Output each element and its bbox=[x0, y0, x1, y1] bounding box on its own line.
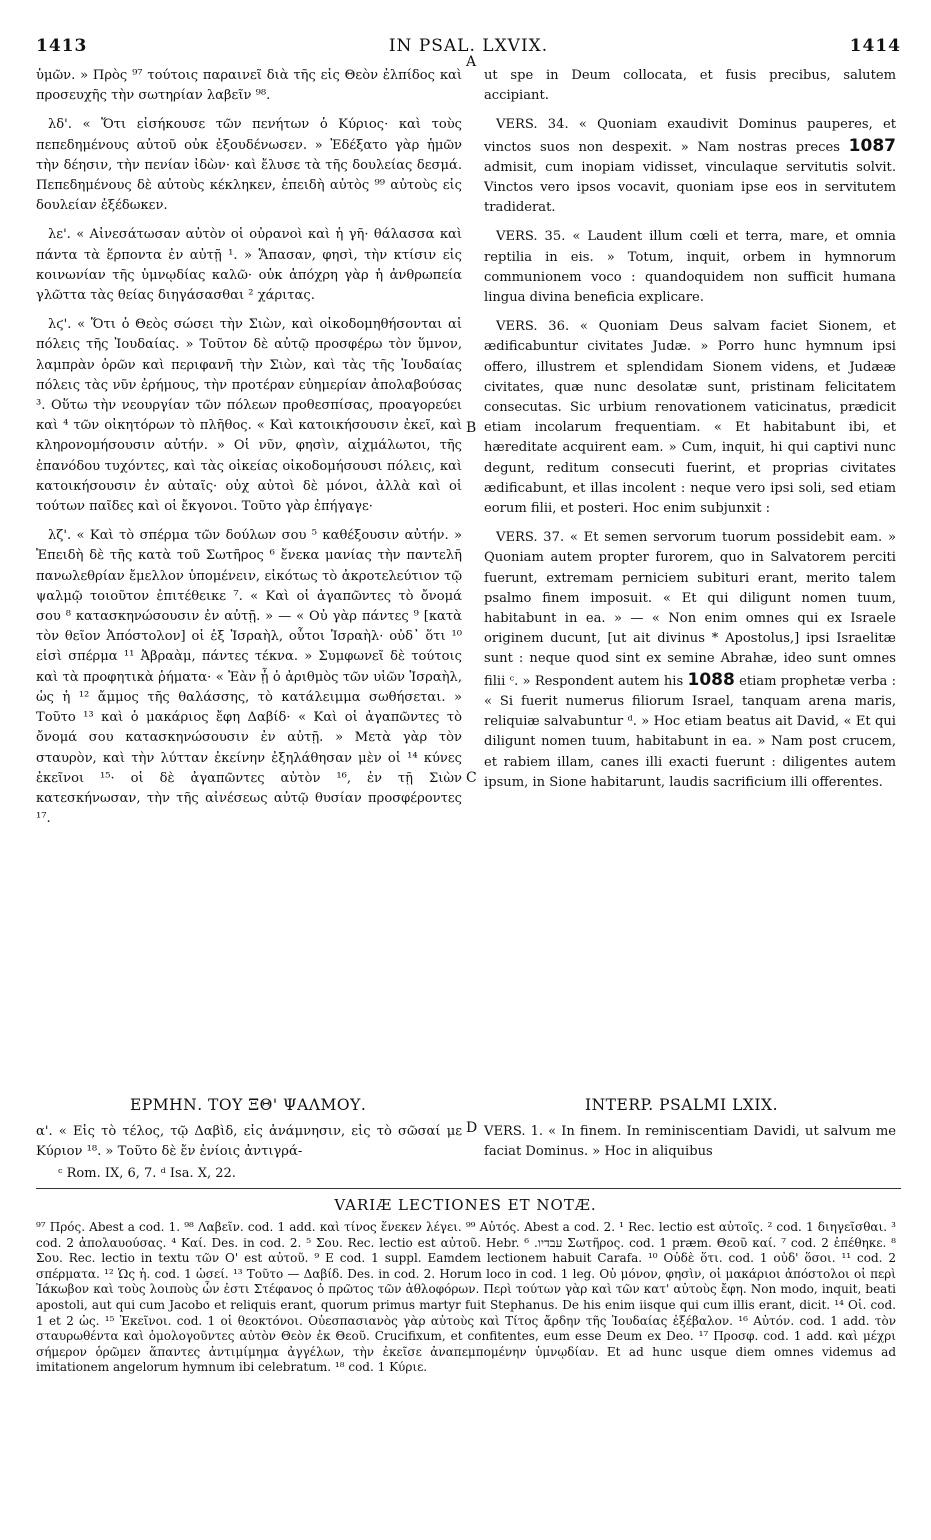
latin-verse-1: VERS. 1. « In finem. In reminiscentiam Davidi, ut salvum me faciat Dominus. » Hoc in aliquibus bbox=[484, 1124, 896, 1160]
column-number: 1088 bbox=[687, 669, 735, 690]
column-number: 1087 bbox=[848, 135, 896, 156]
latin-paragraph: VERS. 34. « Quoniam exaudivit Dominus pauperes, et vinctos suos non despexit. » Nam nostras preces 1087 admisit, cum inopiam vidisset, vinculaque servitutis solvit. Vinctos vero ipsos vocavit, quoniam ipse eos in servitutem tradiderat. bbox=[484, 117, 896, 216]
margin-mark-a: A bbox=[466, 54, 477, 70]
margin-mark-d: D bbox=[466, 1120, 478, 1136]
latin-section-heading: INTERP. PSALMI LXIX. bbox=[585, 1096, 779, 1114]
footnote-divider bbox=[36, 1188, 901, 1189]
greek-verse-1: α'. « Εἰς τὸ τέλος, τῷ Δαβὶδ, εἰς ἀνάμνησιν, εἰς τὸ σῶσαί με Κύριον ¹⁸. » Τοῦτο δὲ ἔν ἐνίοις ἀντιγρά- bbox=[36, 1124, 462, 1160]
greek-paragraph: λϛ'. « Ὅτι ὁ Θεὸς σώσει τὴν Σιὼν, καὶ οἰκοδομηθήσονται αἱ πόλεις τῆς Ἰουδαίας. » Τοῦτον δὲ αὐτῷ προσφέρω τὸν ὕμνον, λαμπρὰν ὁρῶν καὶ περιφανῆ τὴν Σιὼν, καὶ τὰς τῆς Ἰουδαίας πόλεις τὰς νῦν ἐρήμους, τὴν προτέραν εὐημερίαν ἀπολαβούσας ³. Οὕτω τὴν νεουργίαν τῶν πόλεων προθεσπίσας, προαγορεύει καὶ ⁴ τῶν οἰκητόρων τὸ πλῆθος. « Καὶ κατοικήσουσιν ἐκεῖ, καὶ κληρονομήσουσιν αὐτήν. » Οἱ νῦν, φησὶν, αἰχμάλωτοι, τῆς ἐπανόδου τυχόντες, καὶ τὰς οἰκείας οἰκοδομήσουσι πόλεις, καὶ κατοικήσουσιν ἐν αὐταῖς· οὐχ αὐτοὶ δὲ μόνοι, ἀλλὰ καὶ οἱ τούτων παῖδες καὶ οἱ ἔκγονοι. Τοῦτο γὰρ ἐπήγαγε· bbox=[36, 317, 462, 515]
latin-paragraph: VERS. 37. « Et semen servorum tuorum possidebit eam. » Quoniam autem propter furorem, quo in Salvatorem perciti fuerunt, extremam perniciem subituri erant, merito talem psalmo finem imposuit. « Et qui diligunt nomen tuum, habitabunt in ea. » — « Non enim omnes qui ex Israele originem ducunt, [ut ait divinus * Apostolus,] ipsi Israelitæ sunt : neque quod sint ex semine Abrahæ, ideo sunt omnes filii ᶜ. » Respondent autem his 1088 etiam prophetæ verba : « Si fuerit numerus filiorum Israel, tanquam arena maris, reliquiæ salvabuntur ᵈ. » Hoc etiam beatus ait David, « Et qui diligunt nomen tuum, habitabunt in ea. » Nam post crucem, et rabiem illam, canes illi exacti fuerunt : diligentes autem ipsum, in Sione habitarunt, laudis sacrificium illi offerentes. bbox=[484, 530, 896, 790]
greek-paragraph: λζ'. « Καὶ τὸ σπέρμα τῶν δούλων σου ⁵ καθέξουσιν αὐτήν. » Ἐπειδὴ δὲ τῆς κατὰ τοῦ Σωτῆρος ⁶ ἔνεκα μανίας τὴν παντελῆ πανωλεθρίαν ἔμελλον ὑπομένειν, εἰκότως τὸ ἀκροτελεύτιον τῷ ψαλμῷ τοιοῦτον ἐπιτέθεικε ⁷. « Καὶ οἱ ἀγαπῶντες τὸ ὄνομά σου ⁸ κατασκηνώσουσιν ἐν αὐτῇ. » — « Οὐ γὰρ πάντες ⁹ [κατὰ τὸν θεῖον Ἀπόστολον] οἱ ἐξ Ἰσραὴλ, οὗτοι Ἰσραὴλ· οὐδ᾽ ὅτι ¹⁰ εἰσὶ σπέρμα ¹¹ Ἀβραὰμ, πάντες τέκνα. » Συμφωνεῖ δὲ τούτοις καὶ τὰ προφητικὰ ῥήματα· « Ἐὰν ᾖ ὁ ἀριθμὸς τῶν υἱῶν Ἰσραὴλ, ὡς ἡ ¹² ἄμμος τῆς θαλάσσης, τὸ κατάλειμμα σωθήσεται. » Τοῦτο ¹³ καὶ ὁ μακάριος ἔφη Δαβίδ· « Καὶ οἱ ἀγαπῶντες τὸ ὄνομά σου κατασκηνώσουσιν ἐν αὐτῇ. » Μετὰ γὰρ τὸν σταυρὸν, καὶ τὴν λύτταν ἐκείνην ἐξηλάθησαν μὲν οἱ ¹⁴ κύνες ἐκεῖνοι ¹⁵· οἱ δὲ ἀγαπῶντες αὐτὸν ¹⁶, ἐν τῇ Σιὼν κατεσκήνωσαν, τὴν τῆς αἰνέσεως αὐτῷ θυσίαν προσφέροντες ¹⁷. bbox=[36, 528, 462, 827]
margin-mark-c: C bbox=[466, 770, 477, 786]
variae-lectiones-title: VARIÆ LECTIONES ET NOTÆ. bbox=[334, 1196, 597, 1214]
greek-column bbox=[36, 66, 462, 838]
page-number-right: 1414 bbox=[849, 36, 901, 56]
latin-paragraph: VERS. 36. « Quoniam Deus salvam faciet Sionem, et ædificabuntur civitates Judæ. » Porro hunc hymnum ipsi offero, illustrem et splendidam Sionem videns, et Judææ civitates, quæ nunc desolatæ sunt, pristinam felicitatem consecutas. Sic urbium renovationem vaticinatus, prædicit etiam incolarum frequentiam. « Et habitabunt ibi, et hæreditate acquirent eam. » Cum, inquit, hi qui captivi nunc degunt, reditum consecuti fuerint, et proprias civitates ædificabunt, et illas incolent : neque vero ipsi soli, sed etiam eorum filii, et posteri. Hoc enim subjunxit : bbox=[484, 319, 896, 517]
greek-paragraph: ὑμῶν. » Πρὸς ⁹⁷ τούτοις παραινεῖ διὰ τῆς εἰς Θεὸν ἐλπίδος καὶ προσευχῆς τὴν σωτηρίαν λαβεῖν ⁹⁸. bbox=[36, 68, 462, 104]
latin-column bbox=[484, 66, 896, 802]
page-number-left: 1413 bbox=[36, 36, 88, 56]
margin-mark-b: B bbox=[466, 420, 477, 436]
footnotes-text: ⁹⁷ Πρός. Abest a cod. 1. ⁹⁸ Λαβεῖν. cod. 1 add. καὶ τίνος ἕνεκεν λέγει. ⁹⁹ Αὐτός. Abest a cod. 2. ¹ Rec. lectio est αὐτοῖς. ² cod. 1 διηγεῖσθαι. ³ cod. 2 ἀπολαυούσας. ⁴ Καί. Des. in cod. 2. ⁵ Σου. Rec. lectio est αὐτοῦ. Hebr. עבדיו. ⁶ Σωτῆρος. cod. 1 præm. Θεοῦ καί. ⁷ cod. 2 ἐπέθηκε. ⁸ Σου. Rec. lectio in textu τῶν Ο' est αὐτοῦ. ⁹ E cod. 1 suppl. Eamdem lectionem habuit Carafa. ¹⁰ Οὐδὲ ὅτι. cod. 1 οὐδ' ὅσοι. ¹¹ cod. 2 σπέρματα. ¹² Ὡς ἡ. cod. 1 ὡσεί. ¹³ Τοῦτο — Δαβίδ. Des. in cod. 2. Horum loco in cod. 1 leg. Οὐ μόνον, φησὶν, οἱ μακάριοι ἀπόστολοι οἱ περὶ Ἰάκωβον καὶ τοὺς λοιποὺς ὧν ἐστι Στέφανος ὁ πρῶτος τῶν ἀθλοφόρων. Περὶ τούτων γὰρ καὶ τῶν κατ' αὐτοὺς ἔφη. Non modo, inquit, beati apostoli, aut qui cum Jacobo et reliquis erant, quorum primus martyr fuit Stephanus. De his enim iisque qui cum illis erant, dicit. ¹⁴ Οἱ. cod. 1 et 2 ὡς. ¹⁵ Ἐκεῖνοι. cod. 1 οἱ θεοκτόνοι. Οὐεσπασιανὸς γὰρ αὐτοὺς καὶ Τίτος ἄρδην τῆς Ἰουδαίας ἐξέβαλον. ¹⁶ Αὐτόν. cod. 1 add. τὸν σταυρωθέντα καὶ ὁμολογοῦντες αὐτὸν Θεὸν ἐκ Θεοῦ. Crucifixum, et confitentes, eum esse Deum ex Deo. ¹⁷ Προσφ. cod. 1 add. καὶ μέχρι σήμερον ὁρῶμεν ἅπαντες ἀντιμίμημα ἀγγέλων, τὴν ἐκεῖσε ἀναπεμπομένην ὑμνῳδίαν. Et ad hunc usque diem omnes videmus ad imitationem angelorum hymnum ibi celebratum. ¹⁸ cod. 1 Κύριε. bbox=[36, 1220, 896, 1375]
latin-paragraph: ut spe in Deum collocata, et fusis precibus, salutem accipiant. bbox=[484, 68, 896, 104]
greek-paragraph: λε'. « Αἰνεσάτωσαν αὐτὸν οἱ οὐρανοὶ καὶ ἡ γῆ· θάλασσα καὶ πάντα τὰ ἕρποντα ἐν αὐτῇ ¹. » Ἅπασαν, φησὶ, τὴν κτίσιν εἰς κοινωνίαν τῆς ὑμνῳδίας καλῶ· οὐκ ἀπόχρη γὰρ ἡ ἀνθρωπεία γλῶττα τὰς θείας διηγάσασθαι ² χάριτας. bbox=[36, 227, 462, 304]
scripture-references: ᶜ Rom. IX, 6, 7. ᵈ Isa. X, 22. bbox=[58, 1166, 236, 1181]
footnotes bbox=[36, 1220, 896, 1376]
greek-section-heading: ΕΡΜΗΝ. ΤΟΥ ΞΘ' ΨΑΛΜΟΥ. bbox=[130, 1096, 367, 1114]
latin-paragraph: VERS. 35. « Laudent illum cœli et terra, mare, et omnia reptilia in eis. » Totum, inquit, orbem in hymnorum communionem voco : quandoquidem non sufficit humana lingua divina beneficia explicare. bbox=[484, 229, 896, 306]
greek-paragraph: λδ'. « Ὅτι εἰσήκουσε τῶν πενήτων ὁ Κύριος· καὶ τοὺς πεπεδημένους αὐτοῦ οὐκ ἐξουδένωσεν. » Ἐδέξατο γὰρ ἡμῶν τὴν δέησιν, τὴν πενίαν ἰδὼν· καὶ ἔλυσε τὰ τῆς δουλείας δεσμά. Πεπεδημένους δὲ αὐτοὺς κέκληκεν, ἐπειδὴ αὐτὸς ⁹⁹ αὐτοὺς εἰς δουλείαν ἐξέδωκεν. bbox=[36, 117, 462, 214]
running-title: IN PSAL. LXVIX. bbox=[388, 36, 549, 56]
